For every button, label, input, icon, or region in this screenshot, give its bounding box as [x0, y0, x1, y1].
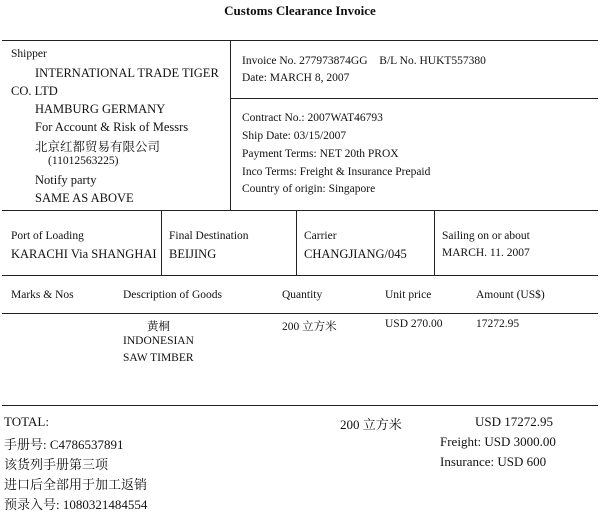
- amount-header: Amount (US$): [476, 289, 545, 301]
- total-quantity: 200 立方米: [340, 417, 402, 432]
- country-origin-label: Country of origin:: [242, 183, 326, 195]
- shipping-top-border: [2, 210, 598, 211]
- pre-entry-number: 预录入号: 1080321484554: [4, 497, 148, 512]
- freight-amount: Freight: USD 3000.00: [440, 434, 556, 449]
- ship-date-line: [242, 130, 346, 142]
- contract-no-label: Contract No.:: [242, 112, 305, 124]
- inco-terms-line: [242, 166, 430, 178]
- invoice-no-value: 277973874GG: [299, 55, 368, 67]
- shipper-invoice-divider: [230, 40, 231, 210]
- unit-price-header: Unit price: [385, 289, 432, 301]
- goods-description-line3: SAW TIMBER: [123, 352, 194, 364]
- invoice-title: Customs Clearance Invoice: [224, 3, 376, 18]
- country-origin-line: [242, 183, 375, 195]
- goods-description-cn: 黄桐: [147, 321, 170, 333]
- carrier-value: CHANGJIANG/045: [304, 247, 407, 261]
- inco-terms-value: Freight & Insurance Prepaid: [299, 166, 431, 178]
- payment-terms-value: NET 20th PROX: [319, 148, 399, 160]
- port-of-loading-value: KARACHI Via SHANGHAI: [11, 247, 157, 261]
- goods-header-top-border: [2, 275, 598, 276]
- port-dest-divider: [161, 210, 162, 275]
- country-origin-value: Singapore: [328, 183, 376, 195]
- final-destination-value: BEIJING: [169, 247, 217, 261]
- goods-unit-price: USD 270.00: [385, 318, 443, 330]
- manual-item-note: 该货列手册第三项: [4, 457, 109, 472]
- bl-no-label: B/L No.: [379, 55, 417, 67]
- total-label: TOTAL:: [4, 414, 49, 429]
- manual-number: 手册号: C4786537891: [4, 437, 124, 452]
- inco-terms-label: Inco Terms:: [242, 166, 297, 178]
- date-label: Date:: [242, 72, 267, 84]
- invoice-contract-divider: [230, 98, 598, 99]
- totals-top-border: [2, 405, 598, 406]
- goods-amount: 17272.95: [476, 318, 520, 330]
- shipper-label: Shipper: [11, 48, 47, 60]
- top-border: [2, 40, 598, 41]
- goods-header-bottom-border: [2, 313, 598, 314]
- notify-party-value: SAME AS ABOVE: [35, 191, 134, 205]
- ship-date-label: Ship Date:: [242, 130, 291, 142]
- insurance-amount: Insurance: USD 600: [440, 454, 547, 469]
- consignee-company-cn: 北京红都贸易有限公司: [35, 140, 161, 154]
- payment-terms-line: [242, 148, 399, 160]
- shipper-name-line1: INTERNATIONAL TRADE TIGER: [35, 66, 219, 80]
- invoice-date-line: [242, 72, 349, 84]
- account-risk-text: For Account & Risk of Messrs: [35, 120, 189, 134]
- sailing-value: MARCH. 11. 2007: [442, 247, 530, 259]
- payment-terms-label: Payment Terms:: [242, 148, 317, 160]
- final-destination-label: Final Destination: [169, 230, 249, 242]
- marks-nos-header: Marks & Nos: [11, 289, 74, 301]
- invoice-no-label: Invoice No.: [242, 55, 297, 67]
- shipper-city: HAMBURG GERMANY: [35, 102, 166, 116]
- dest-carrier-divider: [296, 210, 297, 275]
- goods-quantity: 200 立方米: [282, 321, 337, 333]
- carrier-sailing-divider: [434, 210, 435, 275]
- contract-no-value: 2007WAT46793: [307, 112, 383, 124]
- description-header: Description of Goods: [123, 289, 223, 301]
- notify-party-label: Notify party: [35, 173, 97, 187]
- sailing-label: Sailing on or about: [442, 230, 530, 242]
- processing-note: 进口后全部用于加工返销: [4, 477, 148, 492]
- total-amount: USD 17272.95: [475, 414, 554, 429]
- port-of-loading-label: Port of Loading: [11, 230, 84, 242]
- goods-description-line2: INDONESIAN: [123, 335, 194, 347]
- ship-date-value: 03/15/2007: [293, 130, 347, 142]
- invoice-no-line: [242, 55, 486, 67]
- carrier-label: Carrier: [304, 230, 337, 242]
- quantity-header: Quantity: [282, 289, 323, 301]
- consignee-company-code: (11012563225): [48, 155, 119, 167]
- shipper-name-line2: CO. LTD: [11, 84, 58, 98]
- bl-no-value: HUKT557380: [419, 55, 486, 67]
- contract-no-line: [242, 112, 383, 124]
- date-value: MARCH 8, 2007: [269, 72, 350, 84]
